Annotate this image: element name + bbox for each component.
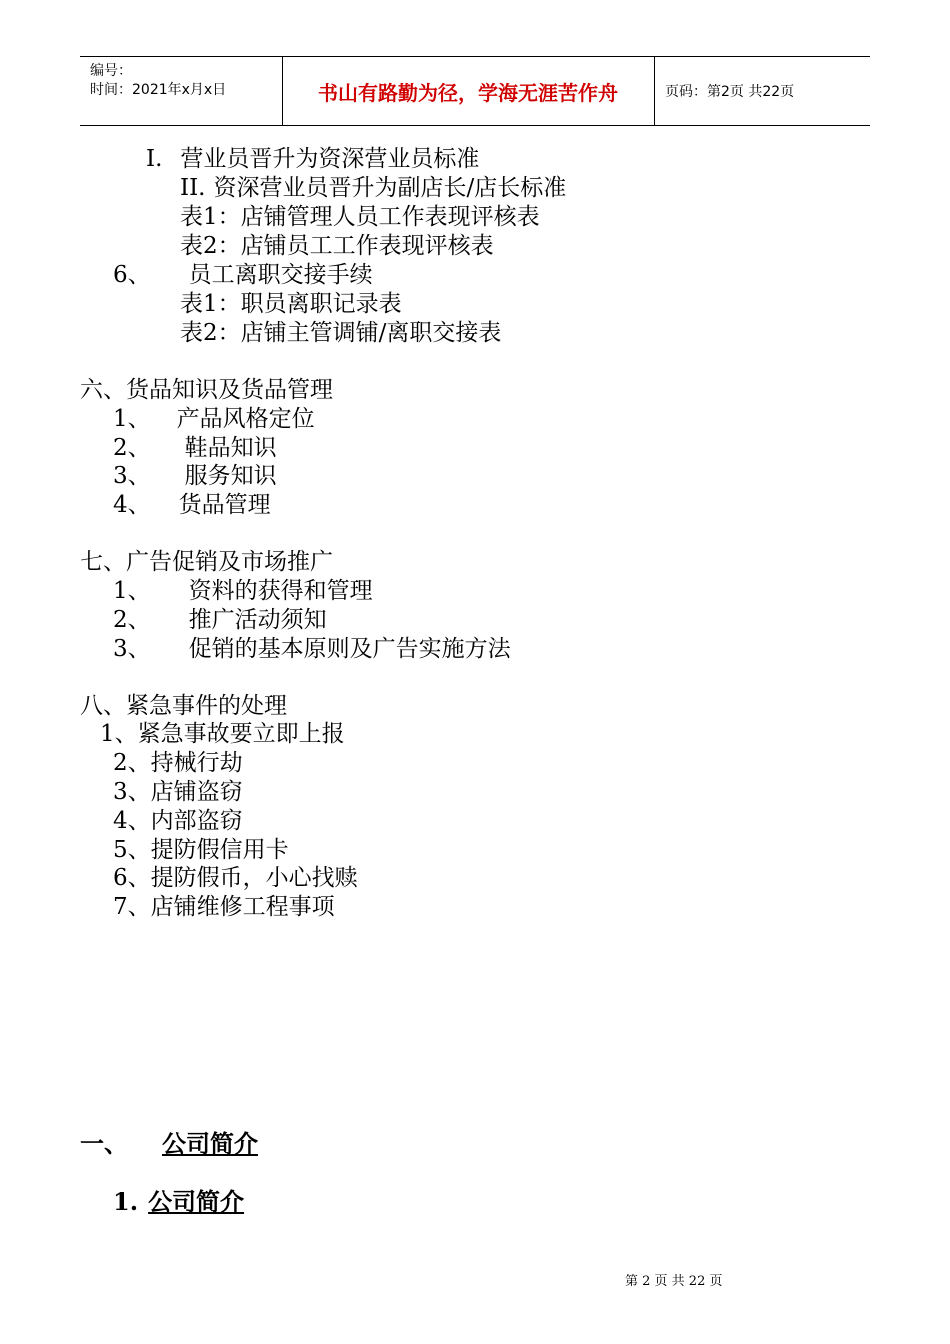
outline-line xyxy=(113,577,373,606)
line-marker: 八、 xyxy=(80,693,126,719)
line-text: 店铺员工工作表现评核表 xyxy=(240,233,494,259)
line-text: 推广活动须知 xyxy=(188,607,327,633)
outline-line xyxy=(180,319,501,348)
outline-line xyxy=(113,893,335,922)
header-meta xyxy=(80,57,283,125)
line-marker: 3、 xyxy=(113,779,151,805)
chapter-heading xyxy=(80,1124,258,1159)
line-marker: 表1： xyxy=(180,291,241,317)
outline-line xyxy=(113,405,315,434)
line-text: 提防假信用卡 xyxy=(150,837,289,863)
line-marker: 七、 xyxy=(80,549,126,575)
line-marker: 3、 xyxy=(113,463,151,489)
page-footer: 第 2 页 共 22 页 xyxy=(625,1274,723,1289)
line-text: 店铺管理人员工作表现评核表 xyxy=(240,204,540,230)
line-marker: 2、 xyxy=(113,435,151,461)
line-marker: 6、 xyxy=(113,865,151,891)
number-label: 编号： xyxy=(90,63,132,79)
section-title xyxy=(80,548,333,577)
heading-marker: 一、 xyxy=(80,1129,128,1158)
line-text: 持械行劫 xyxy=(150,750,243,776)
line-text: 店铺维修工程事项 xyxy=(150,894,335,920)
page-header xyxy=(80,56,870,126)
line-marker: 1、 xyxy=(113,578,151,604)
line-marker: 4、 xyxy=(113,808,151,834)
line-text: 员工离职交接手续 xyxy=(188,262,373,288)
section-title xyxy=(80,376,333,405)
line-text: 紧急事件的处理 xyxy=(126,693,287,719)
line-marker: 2、 xyxy=(113,750,151,776)
outline-line xyxy=(180,203,540,232)
line-text: 紧急事故要立即上报 xyxy=(137,721,345,747)
line-text: 货品知识及货品管理 xyxy=(126,377,333,403)
line-marker: 3、 xyxy=(113,636,151,662)
line-marker: 表2： xyxy=(180,320,241,346)
outline-line xyxy=(113,606,327,635)
outline-line xyxy=(113,491,271,520)
line-text: 内部盗窃 xyxy=(150,808,243,834)
line-marker: 1、 xyxy=(100,721,138,747)
line-text: 营业员晋升为资深营业员标准 xyxy=(180,146,480,172)
outline-line xyxy=(113,836,289,865)
line-text: 广告促销及市场推广 xyxy=(126,549,333,575)
line-text: 鞋品知识 xyxy=(184,435,277,461)
heading-text: 公司简介 xyxy=(162,1129,258,1158)
motto: 书山有路勤为径，学海无涯苦作舟 xyxy=(318,80,618,105)
line-marker: 5、 xyxy=(113,837,151,863)
outline-line xyxy=(180,232,494,261)
line-marker: 6、 xyxy=(113,262,151,288)
outline-line xyxy=(113,778,243,807)
line-text: 提防假币，小心找赎 xyxy=(150,865,358,891)
line-marker: 7、 xyxy=(113,894,151,920)
outline-line xyxy=(180,174,566,203)
heading-marker: 1. xyxy=(113,1187,139,1216)
line-marker: 表2： xyxy=(180,233,241,259)
line-text: 资深营业员晋升为副店长/店长标准 xyxy=(213,175,567,201)
line-text: 店铺主管调铺/离职交接表 xyxy=(240,320,502,346)
outline-line xyxy=(180,290,402,319)
heading-text: 公司简介 xyxy=(148,1187,245,1216)
header-motto-cell xyxy=(282,57,655,125)
line-text: 店铺盗窃 xyxy=(150,779,243,805)
outline-line xyxy=(113,261,373,290)
section-title xyxy=(80,692,287,721)
time-label: 时间：2021年x月x日 xyxy=(90,82,227,98)
line-marker: 1、 xyxy=(113,406,151,432)
line-text: 资料的获得和管理 xyxy=(188,578,373,604)
outline-line xyxy=(113,434,277,463)
header-page-cell xyxy=(655,57,870,125)
outline-line xyxy=(113,864,358,893)
line-marker: 表1： xyxy=(180,204,241,230)
line-text: 促销的基本原则及广告实施方法 xyxy=(188,636,511,662)
line-marker: I. xyxy=(146,146,163,172)
outline-line xyxy=(113,462,277,491)
outline-line xyxy=(146,145,479,174)
page-info: 页码：第2页 共22页 xyxy=(665,84,795,100)
line-marker: II. xyxy=(180,175,206,201)
outline-line xyxy=(113,749,243,778)
line-marker: 4、 xyxy=(113,492,151,518)
line-marker: 2、 xyxy=(113,607,151,633)
line-text: 职员离职记录表 xyxy=(240,291,402,317)
line-text: 货品管理 xyxy=(178,492,271,518)
outline-line xyxy=(100,720,345,749)
line-text: 产品风格定位 xyxy=(176,406,315,432)
section-heading xyxy=(113,1182,244,1217)
outline-line xyxy=(113,807,243,836)
line-text: 服务知识 xyxy=(184,463,277,489)
outline-line xyxy=(113,635,511,664)
line-marker: 六、 xyxy=(80,377,126,403)
